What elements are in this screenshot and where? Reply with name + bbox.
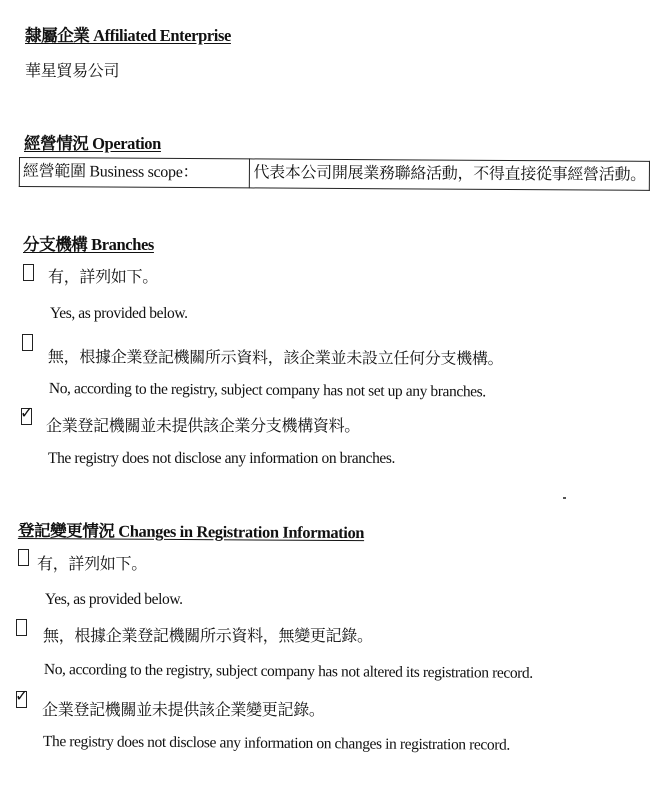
branches-heading: 分支機構 Branches	[23, 235, 154, 254]
changes-no-checkbox[interactable]	[16, 619, 27, 636]
operation-heading: 經營情況 Operation	[24, 134, 161, 153]
changes-no-en: No, according to the registry, subject company has not altered its registration record.	[43, 661, 533, 682]
branches-yes-zh: 有，詳列如下。	[48, 269, 158, 286]
changes-undisclosed-checkbox[interactable]	[15, 686, 29, 708]
business-scope-label: 經營範圍 Business scope：	[19, 158, 250, 188]
branches-undisclosed-en: The registry does not disclose any information on branches.	[48, 450, 396, 467]
changes-undisclosed-zh: 企業登記機關並未提供該企業變更記錄。	[42, 702, 325, 719]
branches-yes-checkbox[interactable]	[23, 264, 34, 281]
changes-no-zh: 無，根據企業登記機關所示資料，無變更記錄。	[43, 628, 373, 645]
business-scope-value: 代表本公司開展業務聯絡活動，不得直接從事經營活動。	[250, 159, 650, 190]
check-mark-icon: ✓	[15, 686, 29, 705]
changes-yes-checkbox[interactable]	[18, 549, 29, 566]
changes-undisclosed-en: The registry does not disclose any information on changes in registration record.	[42, 733, 510, 754]
branches-undisclosed-zh: 企業登記機關並未提供該企業分支機構資料。	[46, 418, 361, 435]
changes-yes-zh: 有，詳列如下。	[37, 556, 147, 573]
affiliated-company-name: 華星貿易公司	[25, 63, 120, 80]
branches-undisclosed-checkbox[interactable]	[20, 403, 34, 425]
branches-no-zh: 無，根據企業登記機關所示資料，該企業並未設立任何分支機構。	[47, 348, 504, 368]
changes-yes-en: Yes, as provided below.	[45, 591, 183, 608]
branches-no-en: No, according to the registry, subject company has not set up any branches.	[48, 380, 486, 401]
check-mark-icon: ✓	[20, 403, 34, 422]
business-scope-table	[19, 157, 650, 191]
affiliated-heading: 隸屬企業 Affiliated Enterprise	[25, 26, 231, 45]
changes-heading: 登記變更情況 Changes in Registration Information	[17, 520, 365, 543]
scan-speck	[563, 497, 566, 499]
branches-no-checkbox[interactable]	[22, 334, 33, 351]
branches-yes-en: Yes, as provided below.	[50, 305, 188, 322]
